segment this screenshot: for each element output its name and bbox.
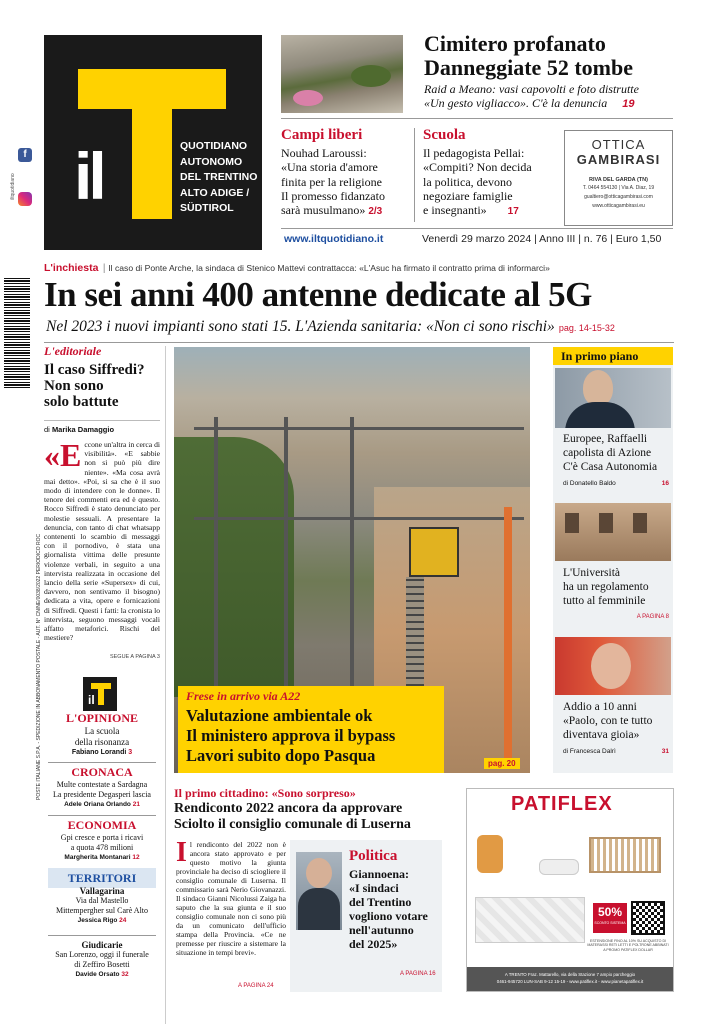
editorial-kicker: L'editoriale	[44, 344, 102, 358]
patiflex-promo: ESTENSIONE FINO AL 10% SU ACQUISTO DI MATERASSI RETI LETTI E POLTRONE ABBINATI A PROMO PATIFLEX DOLLAR	[587, 939, 669, 952]
scuola-kicker: Scuola	[423, 127, 466, 143]
territori-teaser[interactable]: Vallagarina Via dal Mastello Mittempergher sul Carè Alto Jessica Rigo 24	[55, 886, 149, 924]
scuola-text: Il pedagogista Pellai: «Compiti? Non decida la politica, devono negoziare famiglie e insegnanti» 17	[423, 146, 532, 218]
territori-header: TERRITORI	[48, 868, 156, 888]
date-line: Venerdì 29 marzo 2024 | Anno III | n. 76 | Euro 1,50	[422, 233, 662, 245]
ad-ottica-gambirasi[interactable]: OTTICA GAMBIRASI RIVA DEL GARDA (TN) T. 0464 554130 | Via A. Diaz, 19 gualtiero@otticagambirasi.com www.otticagambirasi.eu	[564, 130, 673, 226]
facebook-icon[interactable]: f	[18, 148, 32, 162]
website-link[interactable]: www.iltquotidiano.it	[284, 233, 384, 245]
main-photo-caption-box[interactable]	[178, 686, 444, 773]
patiflex-bed-frame	[589, 837, 661, 873]
giudicarie-teaser[interactable]: Giudicarie San Lorenzo, oggi il funerale di Zeffiro Bosetti Davide Orsato 32	[55, 940, 149, 978]
patiflex-brand: PATIFLEX	[511, 793, 613, 815]
small-logo: il	[83, 677, 117, 711]
top-story-subtitle: Raid a Meano: vasi capovolti e foto distrutte «Un gesto vigliacco». C'è la denuncia 19	[424, 82, 639, 110]
inchiesta-line: Il caso di Ponte Arche, la sindaca di Stenico Mattevi contrattacca: «L'Asuc ha firmato il contratto prima di informarci»	[108, 263, 550, 273]
inchiesta-kicker: L'inchiesta	[44, 262, 99, 274]
economia-teaser[interactable]: ECONOMIA Gpi cresce e porta i ricavi a quota 478 milioni Margherita Montanari 12	[60, 818, 144, 861]
patiflex-discount: 50% SCONTO SISTEMA	[593, 903, 627, 933]
inchiesta-bar[interactable]: L'inchiesta | Il caso di Ponte Arche, la sindaca di Stenico Mattevi contrattacca: «L'Asuc ha firmato il contratto prima di informarci»	[44, 262, 550, 274]
instagram-icon[interactable]	[18, 192, 32, 206]
patiflex-mattress	[475, 897, 585, 943]
editorial-continue: SEGUE A PAGINA 3	[109, 654, 160, 660]
primo-piano-header: In primo piano	[553, 347, 673, 365]
luserna-kicker: Il primo cittadino: «Sono sorpreso»	[174, 786, 356, 800]
postal-spine-text: POSTE ITALIANE S.P.A. - SPEDIZIONE IN ABBONAMENTO POSTALE - AUT. N° CN/NE/0038/2022 PERIODICO ROC	[36, 533, 42, 800]
masthead-logo-box	[44, 35, 262, 250]
luserna-article[interactable]	[174, 786, 459, 833]
top-story-page: 19	[622, 98, 635, 110]
inchiesta-pages: pag. 14-15-32	[558, 323, 615, 333]
logo-t-stem	[132, 109, 172, 219]
luserna-ref: A PAGINA 24	[238, 983, 274, 989]
cronaca-teaser[interactable]: CRONACA Multe contestate a Sardagna La presidente Degasperi lascia Adele Oriana Orlando 21	[53, 765, 151, 808]
editorial-dropcap: «E	[44, 440, 82, 473]
boy-photo[interactable]	[555, 637, 671, 695]
top-story-title[interactable]: Cimitero profanato Danneggiate 52 tombe	[424, 31, 633, 80]
editorial-author: di Marika Damaggio	[44, 420, 160, 434]
main-photo-title: Valutazione ambientale ok Il ministero approva il bypass Lavori subito dopo Pasqua	[186, 706, 396, 765]
main-photo-page: pag. 20	[484, 758, 520, 769]
campi-liberi-kicker: Campi liberi	[281, 127, 363, 143]
patiflex-pillow	[539, 859, 579, 875]
patiflex-footer: A TRENTO Fraz. Mattarello, via della Stazione 7 ampio parcheggio 0461-945720 LUN-SAB 9-12 15-19 - www.patiflex.it - www.pianetapatiflex.it	[467, 967, 673, 991]
raffaelli-photo[interactable]	[555, 368, 671, 428]
facebook-handle: iltquotidiano	[10, 173, 16, 200]
main-subhead: Nel 2023 i nuovi impianti sono stati 15. L'Azienda sanitaria: «Non ci sono rischi» pag. 14-15-32	[46, 318, 615, 335]
giannoena-photo	[296, 852, 342, 930]
opinione-teaser[interactable]: L'OPINIONE La scuola della risonanza Fabiano Lorandi 3	[65, 711, 138, 756]
primo-piano-item-1[interactable]: Europee, Raffaelli capolista di Azione C'è Casa Autonomia di Donatello Baldo 16	[563, 433, 669, 487]
main-photo-kicker: Frese in arrivo via A22	[186, 689, 301, 703]
editorial-body: «E ccone un'altra in cerca di visibilità». «E sabbie non si può più dire niente». «Ma cosa avrà mai detto». «Poi, si sa che è il suo modo di intendere con le donne». Il tenore dei commenti era ed è questo. Rocco Siffredi è stato denunciato per molestie sessuali. A presentare la denuncia, con tanto di chat whatsapp contenenti lo scambio di messaggi con il pornodivo, è stata una giornalista vittima delle presunte violenze verbali, in seguito a una intervista realizzata in occasione del lancio della serie «Supersex» di cui, davvero, non sentivamo il bisogno) dedicata a vita, opere e fornicazioni di Siffredi. Questi i fatti: la cronista lo intervista, seguono messaggi vocali affatto metaforici. Rischi del mestiere?	[44, 440, 160, 643]
patiflex-qr-code[interactable]	[631, 901, 665, 935]
politica-teaser[interactable]: Politica Giannoena: «I sindaci del Trentino vogliono votare nell'autunno del 2025»	[349, 848, 428, 951]
primo-piano-item-3[interactable]: Addio a 10 anni «Paolo, con te tutto diventava gioia» di Francesca Dalrì 31	[563, 701, 669, 755]
patiflex-armchair	[477, 835, 503, 873]
campi-liberi-teaser[interactable]	[281, 126, 409, 219]
campi-liberi-text: Nouhad Laroussi: «Una storia d'amore finita per la religione Il promesso fidanzato sarà musulmano» 2/3	[281, 146, 385, 218]
editorial-title: Il caso Siffredi? Non sono solo battute	[44, 362, 145, 410]
university-photo[interactable]	[555, 503, 671, 561]
primo-piano-item-2[interactable]: L'Università ha un regolamento tutto al femminile A PAGINA 8	[563, 567, 669, 620]
left-spine	[2, 140, 42, 800]
barcode	[4, 278, 30, 388]
luserna-body: I l rendiconto del 2022 non è ancora stato approvato e per questo motivo la giunta provinciale ha deciso di sciogliere il consiglio comunale di Luserna. Il commissario sarà Nerio Giovanazzi. Il sindaco Gianni Nicolussi Zaiga ha saputo che la sua giunta e il suo consiglio comunale non ci sono più da un comunicato dell'ufficio stampa della Provincia. «Ce ne premesse per riuscire a sistemare la situazione in tempi brevi».	[176, 840, 286, 957]
editorial[interactable]	[44, 344, 160, 660]
luserna-title: Rendiconto 2022 ancora da approvare Sciolto il consiglio comunale di Luserna	[174, 801, 411, 832]
scuola-teaser[interactable]	[423, 126, 551, 219]
cemetery-photo	[281, 35, 403, 113]
logo-il-text: il	[74, 139, 103, 213]
masthead-tagline: QUOTIDIANO AUTONOMO DEL TRENTINO ALTO ADIGE / SÜDTIROL	[180, 140, 258, 214]
main-headline[interactable]: In sei anni 400 antenne dedicate al 5G	[44, 275, 592, 314]
politica-ref: A PAGINA 16	[400, 971, 436, 977]
ad-patiflex[interactable]	[466, 788, 674, 992]
logo-t-bar	[78, 69, 226, 109]
